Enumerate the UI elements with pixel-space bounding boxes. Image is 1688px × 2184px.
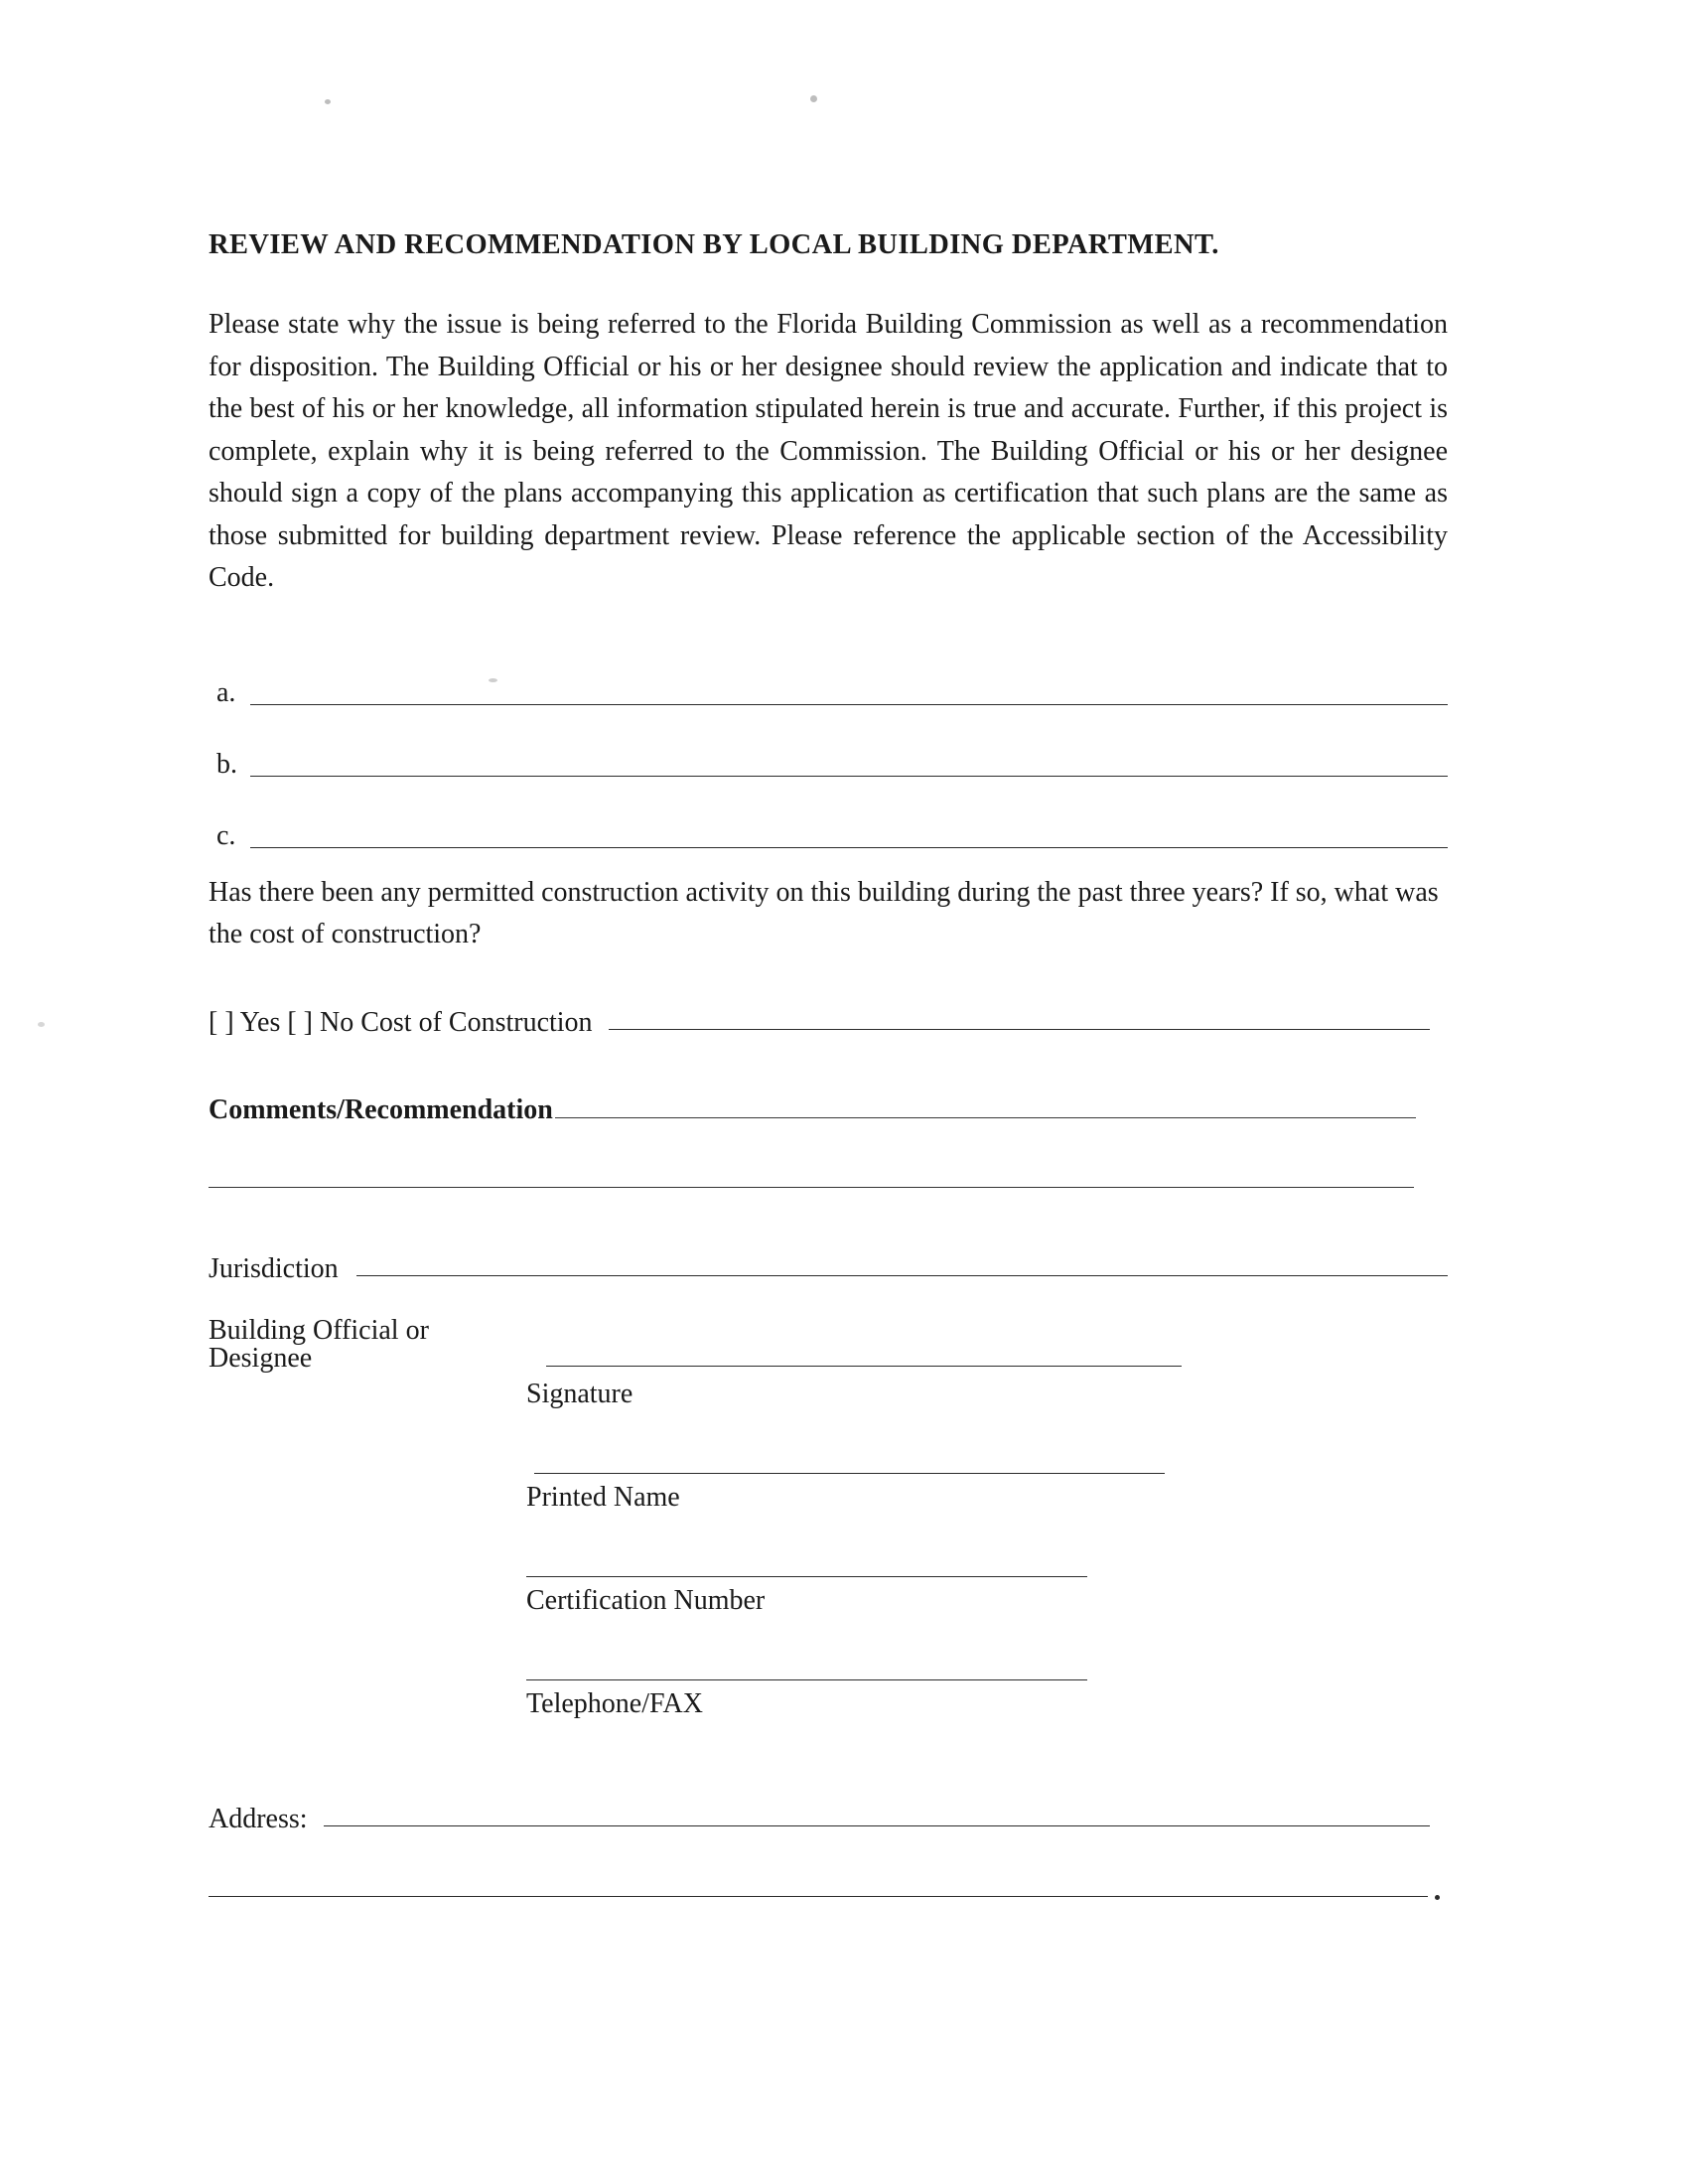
comments-recommendation-input-line2[interactable] [209, 1186, 1414, 1188]
building-official-signature-row[interactable] [209, 1315, 1448, 1375]
jurisdiction-row[interactable] [209, 1243, 1448, 1283]
lettered-item-c-input[interactable] [250, 846, 1448, 848]
scan-speck-icon [325, 99, 331, 104]
address-label: Address: [209, 1804, 308, 1835]
jurisdiction-label: Jurisdiction [209, 1253, 339, 1285]
comments-recommendation-row[interactable] [209, 1085, 1448, 1124]
ink-dot-icon [1435, 1895, 1440, 1900]
telephone-fax-group [526, 1678, 1448, 1720]
lettered-item-b-input[interactable] [250, 775, 1448, 777]
printed-name-input[interactable] [534, 1472, 1165, 1474]
lettered-item-c[interactable] [216, 783, 1448, 854]
jurisdiction-input[interactable] [356, 1274, 1448, 1276]
building-official-label: Building Official or Designee [209, 1315, 429, 1375]
comments-recommendation-label: Comments/Recommendation [209, 1094, 553, 1126]
construction-activity-question: Has there been any permitted construction activity on this building during the past three years? If so, what was the cost of construction? [209, 877, 1439, 950]
lettered-blank-lines [209, 640, 1448, 854]
scan-speck-icon [38, 1022, 45, 1027]
cost-of-construction-label: [ ] Yes [ ] No Cost of Construction [209, 1007, 593, 1039]
signature-caption: Signature [526, 1379, 633, 1410]
lettered-item-a[interactable] [216, 640, 1448, 711]
comments-recommendation-input[interactable] [555, 1116, 1416, 1118]
scan-speck-icon [810, 95, 817, 102]
certification-number-input[interactable] [526, 1575, 1087, 1577]
address-input-line2[interactable] [209, 1895, 1428, 1897]
telephone-fax-input[interactable] [526, 1678, 1087, 1680]
cost-of-construction-input[interactable] [609, 1028, 1430, 1030]
address-input[interactable] [324, 1824, 1430, 1826]
building-official-block [209, 1315, 1448, 1720]
lettered-item-a-input[interactable] [250, 703, 1448, 705]
printed-name-caption: Printed Name [526, 1482, 680, 1514]
printed-name-group [526, 1472, 1448, 1514]
telephone-fax-caption: Telephone/FAX [526, 1688, 703, 1720]
page-title: REVIEW AND RECOMMENDATION BY LOCAL BUILDING DEPARTMENT. [209, 229, 1219, 260]
building-official-signature-input[interactable] [546, 1365, 1182, 1367]
certification-number-caption: Certification Number [526, 1585, 766, 1617]
lettered-item-b[interactable] [216, 711, 1448, 783]
address-row[interactable] [209, 1794, 1448, 1833]
certification-number-group [526, 1575, 1448, 1617]
intro-paragraph: Please state why the issue is being referred to the Florida Building Commission as well as a recommendation for disposition. The Building Official or his or her designee should review the application and indicate that to the best of his or her knowledge, all information stipulated herein is true and accurate. Further, if this project is complete, explain why it is being referred to the Commission. The Building Official or his or her designee should sign a copy of the plans accompanying this application as certification that such plans are the same as those submitted for building department review. Please reference the applicable section of the Accessibility Code. [209, 309, 1448, 594]
cost-of-construction-row[interactable] [209, 997, 1448, 1037]
document-body [209, 228, 1448, 1897]
lettered-item-b-label: b. [216, 749, 237, 781]
lettered-item-c-label: c. [216, 820, 236, 852]
lettered-item-a-label: a. [216, 677, 236, 709]
